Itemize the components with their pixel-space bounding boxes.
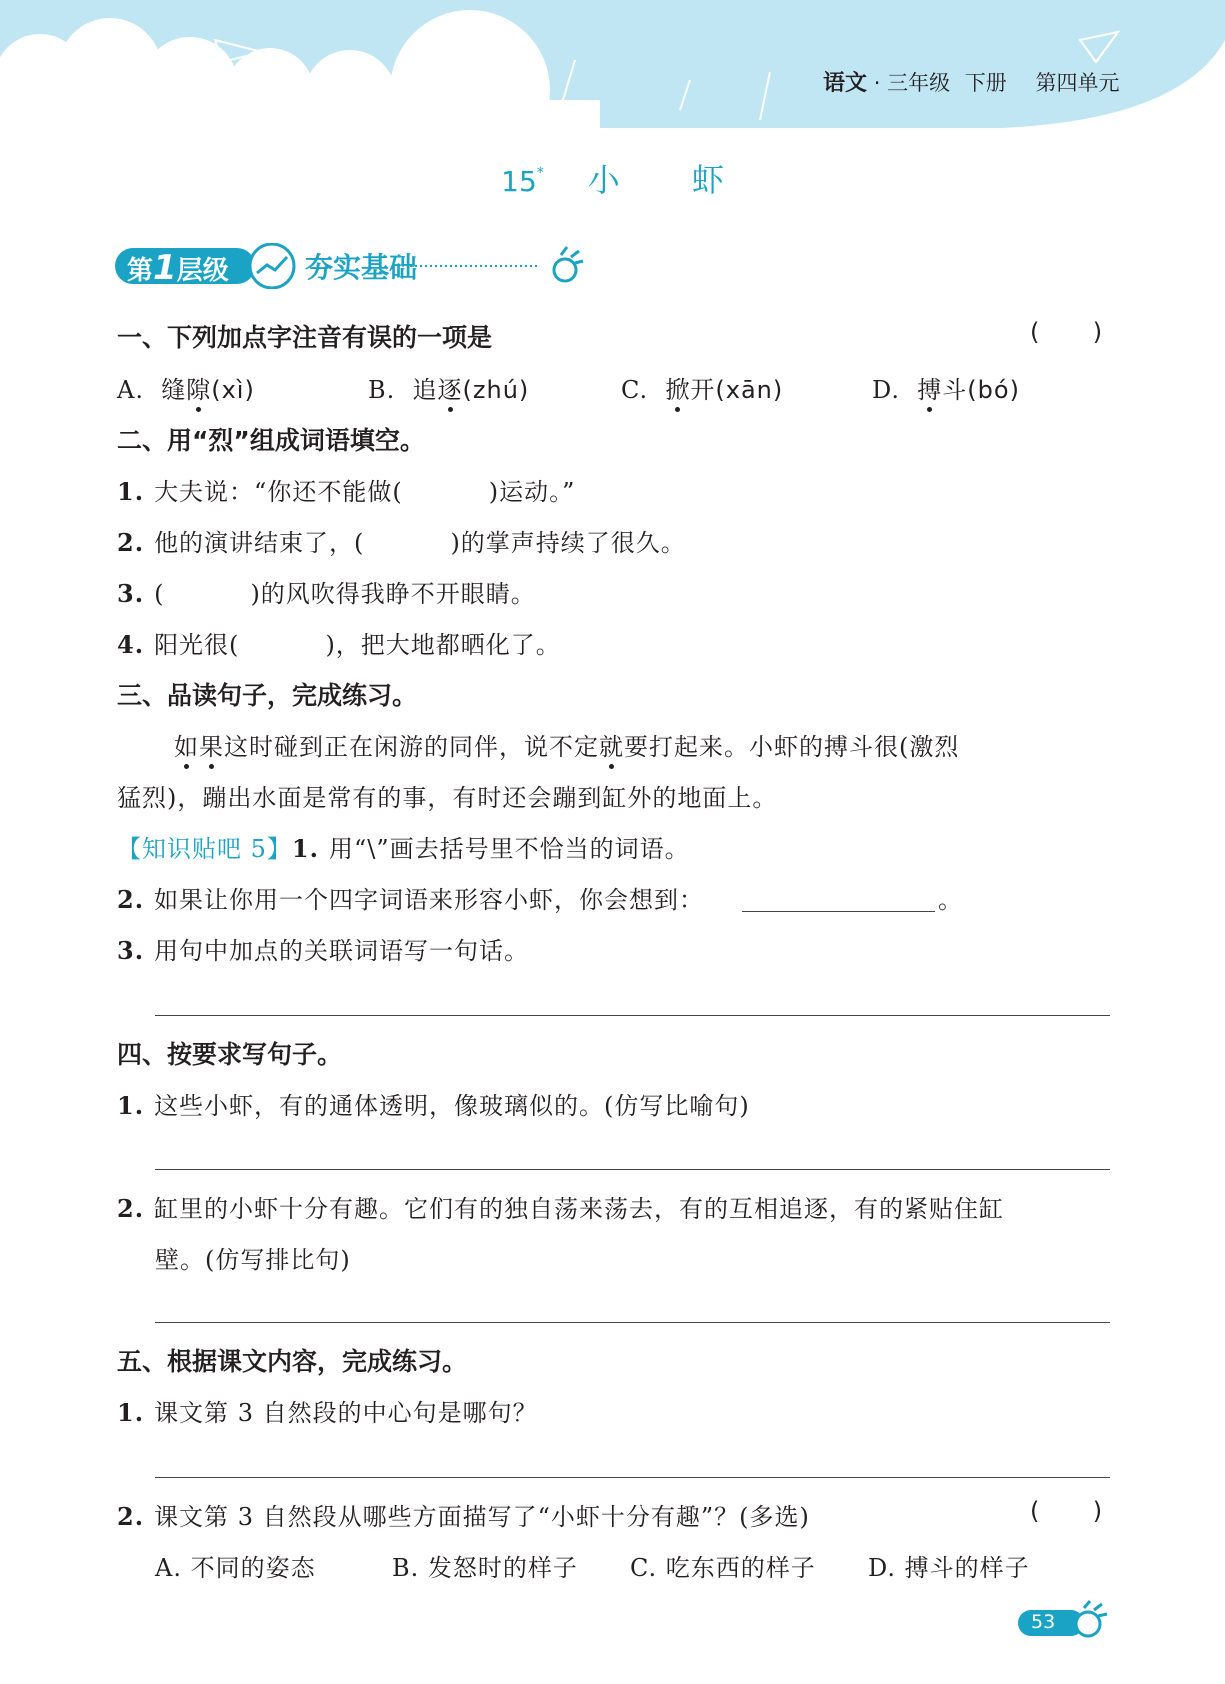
section4-question-2-line2: 壁。(仿写排比句) xyxy=(155,1246,351,1274)
knowledge-tip-label: 【知识贴吧 5】 xyxy=(117,835,292,863)
page-number-badge xyxy=(1018,1600,1110,1640)
page-number: 53 xyxy=(1031,1611,1056,1633)
section3-question-3: 3. 用句中加点的关联词语写一句话。 xyxy=(117,936,530,965)
section3-heading: 三、品读句子，完成练习。 xyxy=(117,681,418,710)
answer-line[interactable] xyxy=(155,1015,1110,1016)
header-grade: 三年级 xyxy=(887,71,951,95)
lesson-title xyxy=(0,155,1225,201)
section2-item-4: 4. 阳光很( )，把大地都晒化了。 xyxy=(117,630,561,659)
section3-passage-line2: 猛烈)，蹦出水面是常有的事，有时还会蹦到缸外的地面上。 xyxy=(117,784,778,812)
section5-option-b: B. 发怒时的样子 xyxy=(392,1554,578,1582)
section4-question-2: 2. 缸里的小虾十分有趣。它们有的独自荡来荡去，有的互相追逐，有的紧贴住缸 xyxy=(117,1194,1005,1223)
section3-passage-line1 xyxy=(174,727,959,762)
lesson-title-char2: 虾 xyxy=(691,161,724,199)
section3-question-2-end: 。 xyxy=(938,886,963,914)
level-badge xyxy=(115,243,585,289)
section2-item-1: 1. 大夫说：“你还不能做( )运动。” xyxy=(117,477,576,506)
answer-line[interactable] xyxy=(155,1169,1110,1170)
section5-question-1: 1. 课文第 3 自然段的中心句是哪句？ xyxy=(117,1398,538,1427)
header-volume: 下册 xyxy=(964,71,1007,95)
header-separator: · xyxy=(873,71,881,95)
section2-item-3: 3. ( )的风吹得我睁不开眼睛。 xyxy=(117,579,536,608)
dotted-char: 就 xyxy=(599,733,624,761)
passage-text: 要打起来。小虾的搏斗很(激烈 xyxy=(624,733,960,761)
section1-option-d: D. 搏斗(bó) xyxy=(872,376,1020,404)
section4-question-1: 1. 这些小虾，有的通体透明，像玻璃似的。(仿写比喻句) xyxy=(117,1091,750,1120)
header-breadcrumb xyxy=(823,66,1119,97)
section4-heading: 四、按要求写句子。 xyxy=(117,1040,343,1069)
level-name: 夯实基础 xyxy=(305,251,418,284)
section2-heading: 二、用“烈”组成词语填空。 xyxy=(117,426,425,455)
level-label: 第1层级 xyxy=(127,248,229,288)
section1-option-b: B. 追逐(zhú) xyxy=(368,376,530,404)
header-unit: 第四单元 xyxy=(1035,71,1120,95)
section5-option-d: D. 搏斗的样子 xyxy=(868,1554,1030,1582)
section1-answer-paren[interactable]: ( ) xyxy=(1030,318,1103,346)
section5-heading: 五、根据课文内容，完成练习。 xyxy=(117,1347,468,1376)
section3-question-1: 【知识贴吧 5】1. 用“\”画去括号里不恰当的词语。 xyxy=(117,834,690,863)
dotted-char: 果 xyxy=(199,733,224,761)
section5-answer-paren[interactable]: ( ) xyxy=(1030,1497,1103,1525)
passage-text: 这时碰到正在闲游的同伴，说不定 xyxy=(224,733,599,761)
section5-question-2: 2. 课文第 3 自然段从哪些方面描写了“小虾十分有趣”？(多选) xyxy=(117,1502,810,1531)
dotted-char: 如 xyxy=(174,733,199,761)
section5-option-a: A. 不同的姿态 xyxy=(155,1554,316,1582)
section1-option-a: A. 缝隙(xì) xyxy=(117,376,255,404)
section3-question-2: 2. 如果让你用一个四字词语来形容小虾，你会想到： xyxy=(117,885,705,914)
section1-option-c: C. 掀开(xān) xyxy=(621,376,784,404)
answer-line[interactable] xyxy=(155,1322,1110,1323)
section5-option-c: C. 吃东西的样子 xyxy=(630,1554,816,1582)
lesson-mark: * xyxy=(536,165,544,181)
answer-line[interactable] xyxy=(155,1477,1110,1478)
lesson-number: 15 xyxy=(501,165,537,198)
section2-item-2: 2. 他的演讲结束了，( )的掌声持续了很久。 xyxy=(117,528,686,557)
lesson-title-char1: 小 xyxy=(587,161,620,199)
header-subject: 语文 xyxy=(823,71,868,96)
section1-heading: 一、下列加点字注音有误的一项是 xyxy=(117,323,493,352)
answer-line[interactable] xyxy=(742,911,935,912)
